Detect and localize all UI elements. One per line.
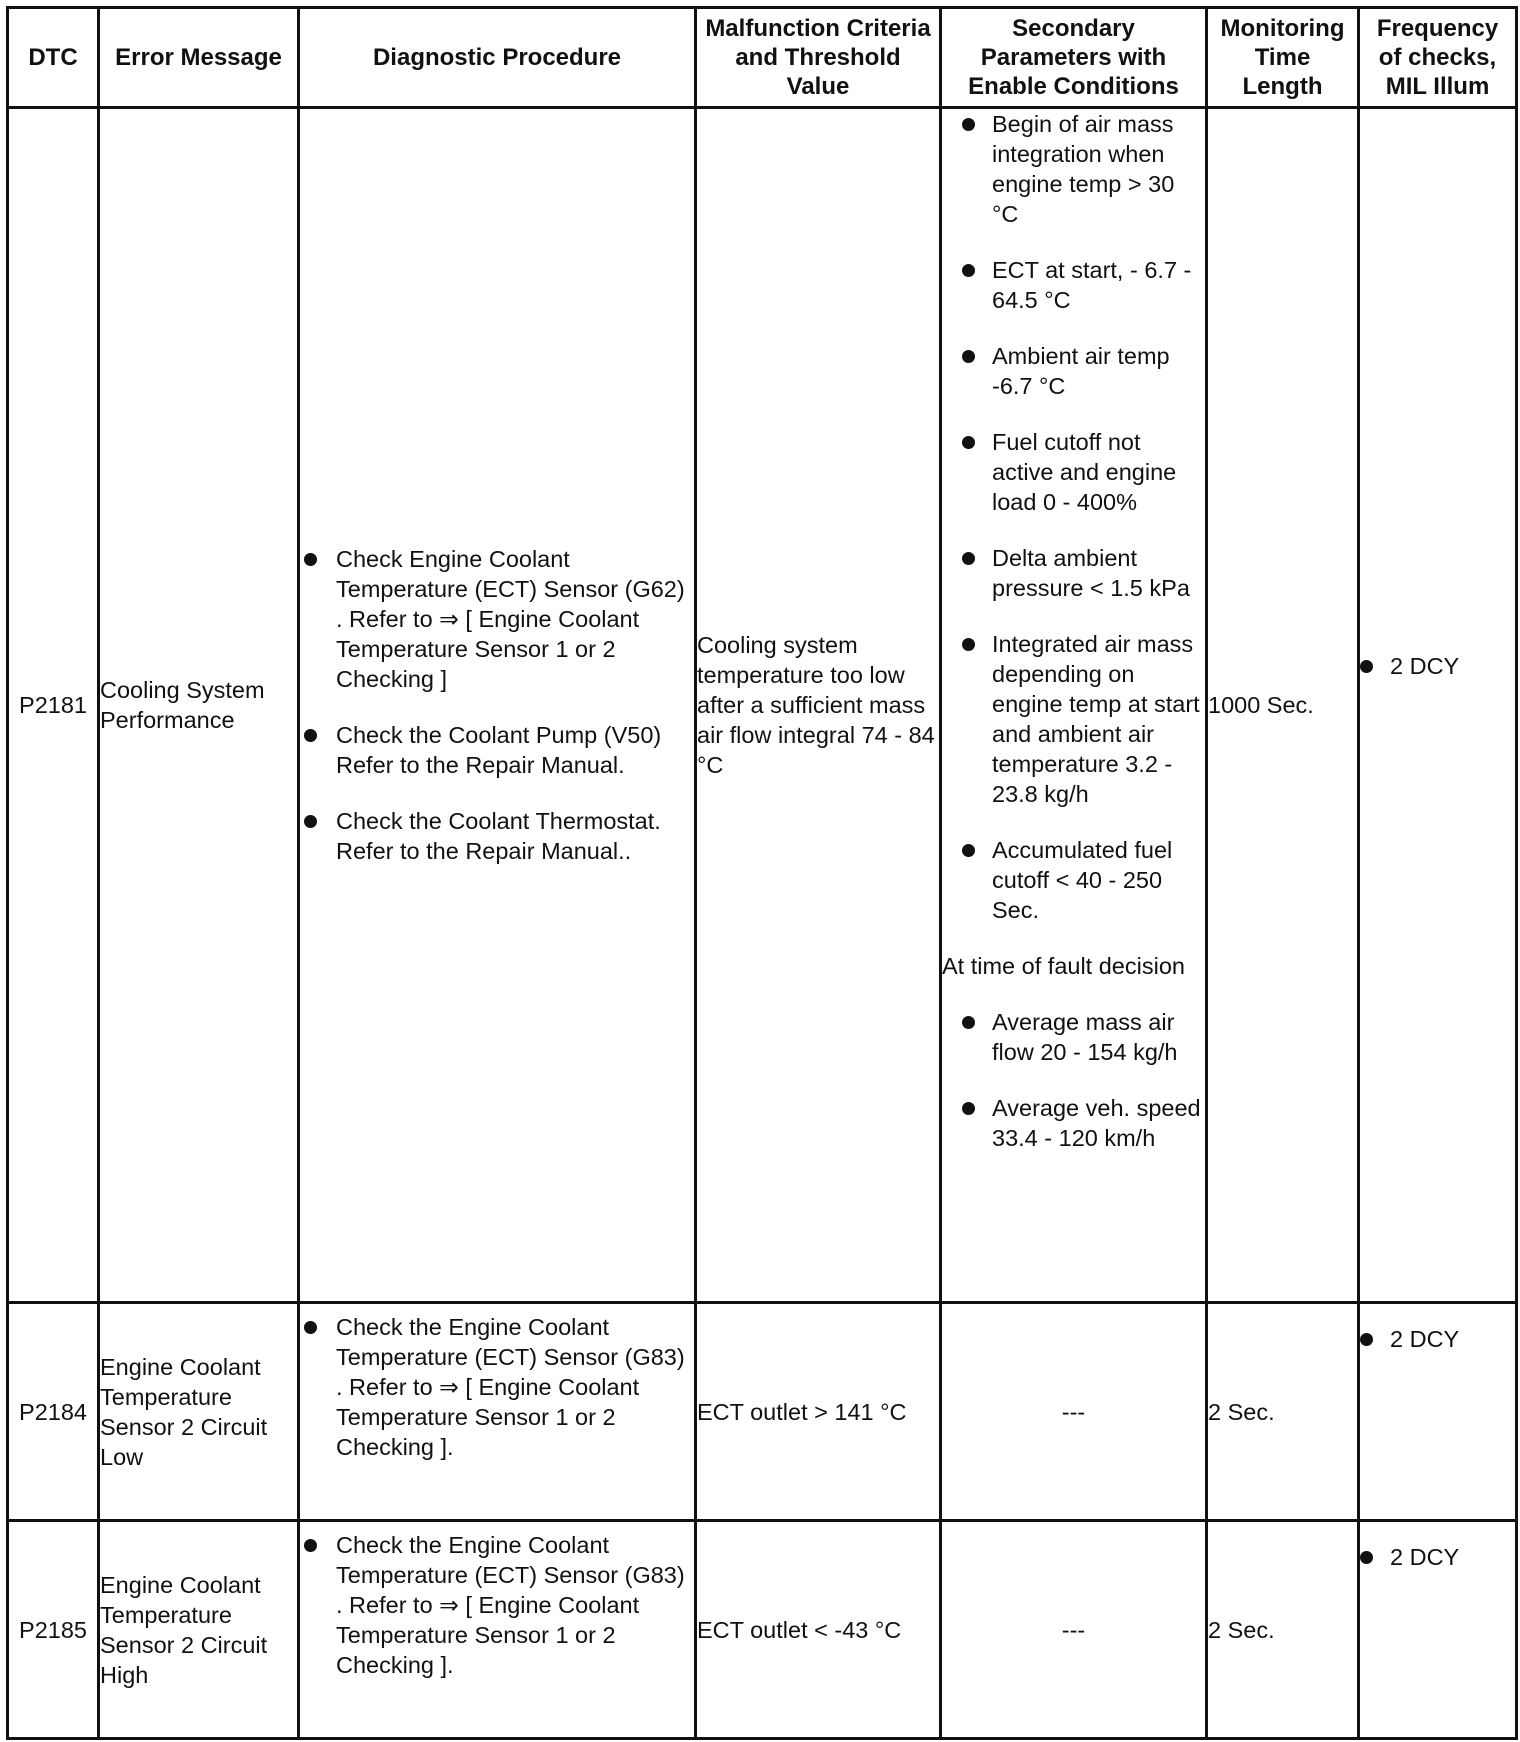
bullet-icon	[962, 264, 975, 277]
procedure-step: Check Engine Coolant Temperature (ECT) Sensor (G62) . Refer to ⇒ [ Engine Coolant Temperature Sensor 1 or 2 Checking ]	[300, 544, 694, 694]
bullet-icon	[962, 118, 975, 131]
dtc-code: P2185	[8, 1521, 99, 1739]
bullet-icon	[962, 1102, 975, 1115]
malfunction-criteria: ECT outlet > 141 °C	[696, 1303, 941, 1521]
frequency-cell	[1359, 1521, 1517, 1739]
bullet-icon	[962, 436, 975, 449]
header-malfunction-criteria: Malfunction Criteria and Threshold Value	[696, 8, 941, 108]
error-message: Cooling System Performance	[99, 108, 299, 1303]
diagnostic-procedure	[299, 1303, 696, 1521]
enable-condition: Begin of air mass integration when engine temp > 30 °C	[942, 109, 1205, 229]
enable-condition: Average veh. speed 33.4 - 120 km/h	[942, 1093, 1205, 1153]
fault-decision-heading: At time of fault decision	[942, 953, 1185, 979]
table-row	[8, 1303, 1517, 1521]
diagnostic-procedure	[299, 1521, 696, 1739]
bullet-icon	[1360, 660, 1373, 673]
header-diagnostic-procedure: Diagnostic Procedure	[299, 8, 696, 108]
bullet-icon	[304, 553, 317, 566]
bullet-icon	[304, 729, 317, 742]
malfunction-criteria: Cooling system temperature too low after a sufficient mass air flow integral 74 - 84 °C	[696, 108, 941, 1303]
bullet-icon	[304, 815, 317, 828]
diagnostic-procedure	[299, 108, 696, 1303]
frequency-item: 2 DCY	[1360, 1542, 1515, 1572]
malfunction-criteria: ECT outlet < -43 °C	[696, 1521, 941, 1739]
dtc-code: P2184	[8, 1303, 99, 1521]
bullet-icon	[962, 638, 975, 651]
enable-condition: Delta ambient pressure < 1.5 kPa	[942, 543, 1205, 603]
monitoring-time: 2 Sec.	[1207, 1303, 1359, 1521]
procedure-step: Check the Engine Coolant Temperature (ECT) Sensor (G83) . Refer to ⇒ [ Engine Coolant Temperature Sensor 1 or 2 Checking ].	[300, 1530, 694, 1680]
frequency-item: 2 DCY	[1360, 1324, 1515, 1354]
header-row	[8, 8, 1517, 108]
monitoring-time: 2 Sec.	[1207, 1521, 1359, 1739]
enable-condition: ECT at start, - 6.7 - 64.5 °C	[942, 255, 1205, 315]
error-message: Engine Coolant Temperature Sensor 2 Circuit High	[99, 1521, 299, 1739]
bullet-icon	[962, 350, 975, 363]
dtc-code: P2181	[8, 108, 99, 1303]
frequency-cell	[1359, 1303, 1517, 1521]
dtc-table	[6, 6, 1518, 1740]
frequency-cell	[1359, 108, 1517, 1303]
bullet-icon	[304, 1321, 317, 1334]
bullet-icon	[1360, 1551, 1373, 1564]
enable-condition: Accumulated fuel cutoff < 40 - 250 Sec.	[942, 835, 1205, 925]
bullet-icon	[962, 552, 975, 565]
error-message: Engine Coolant Temperature Sensor 2 Circuit Low	[99, 1303, 299, 1521]
enable-condition: Fuel cutoff not active and engine load 0 - 400%	[942, 427, 1205, 517]
secondary-parameters: ---	[941, 1521, 1207, 1739]
secondary-parameters	[941, 108, 1207, 1303]
table-row	[8, 1521, 1517, 1739]
header-monitoring-time: Monitoring Time Length	[1207, 8, 1359, 108]
procedure-step: Check the Coolant Pump (V50) Refer to the Repair Manual.	[300, 720, 694, 780]
header-frequency: Frequency of checks, MIL Illum	[1359, 8, 1517, 108]
enable-condition: Integrated air mass depending on engine temp at start and ambient air temperature 3.2 - 23.8 kg/h	[942, 629, 1205, 809]
procedure-step: Check the Engine Coolant Temperature (ECT) Sensor (G83) . Refer to ⇒ [ Engine Coolant Temperature Sensor 1 or 2 Checking ].	[300, 1312, 694, 1462]
bullet-icon	[1360, 1333, 1373, 1346]
enable-condition: Ambient air temp -6.7 °C	[942, 341, 1205, 401]
secondary-parameters: ---	[941, 1303, 1207, 1521]
header-dtc: DTC	[8, 8, 99, 108]
bullet-icon	[962, 1016, 975, 1029]
frequency-item: 2 DCY	[1360, 651, 1515, 681]
procedure-step: Check the Coolant Thermostat. Refer to the Repair Manual..	[300, 806, 694, 866]
table-row	[8, 108, 1517, 1303]
enable-condition: Average mass air flow 20 - 154 kg/h	[942, 1007, 1205, 1067]
bullet-icon	[962, 844, 975, 857]
header-error-message: Error Message	[99, 8, 299, 108]
bullet-icon	[304, 1539, 317, 1552]
monitoring-time: 1000 Sec.	[1207, 108, 1359, 1303]
header-secondary-parameters: Secondary Parameters with Enable Conditions	[941, 8, 1207, 108]
